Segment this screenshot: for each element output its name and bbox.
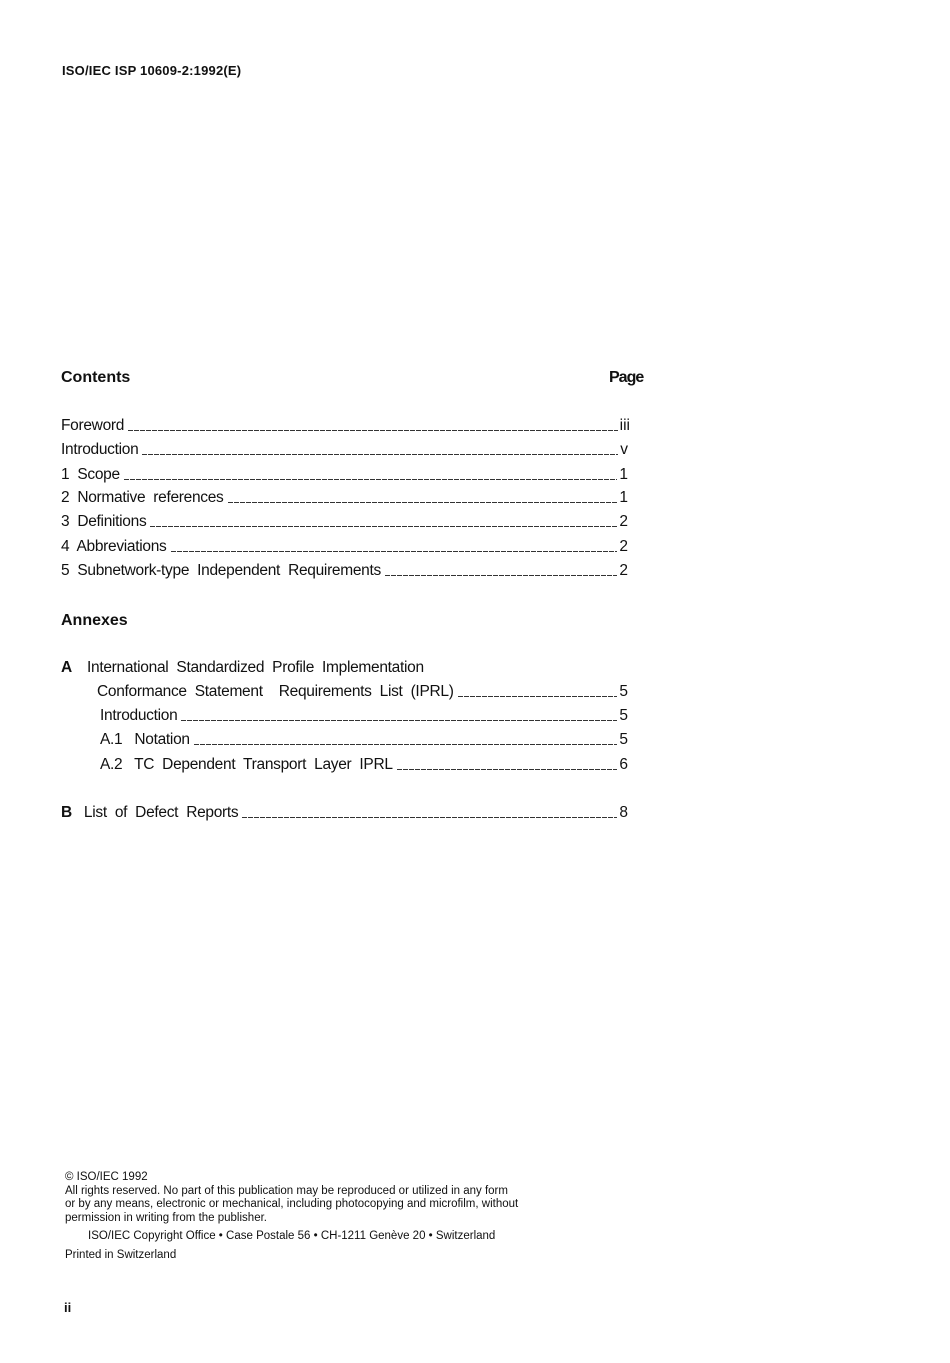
toc-label: 4 Abbreviations [61,538,167,555]
toc-entry-subnetwork-requirements[interactable] [61,562,628,582]
toc-entry-definitions[interactable] [61,513,628,533]
toc-page: 5 [619,731,628,748]
toc-label: Foreword [61,417,125,434]
toc-label: Introduction [100,707,178,724]
toc-label: 5 Subnetwork-type Independent Requirements [61,562,381,579]
toc-page: 1 [619,489,628,506]
toc-page: 1 [619,466,628,483]
rights-line: All rights reserved. No part of this publication may be reproduced or utilized in any form [65,1184,508,1197]
leader-dashes [228,502,618,503]
toc-entry-annex-a1-notation[interactable] [100,731,628,751]
toc-label: A.1 Notation [100,731,190,748]
toc-page: 6 [619,756,628,773]
rights-line: permission in writing from the publisher. [65,1211,267,1224]
annex-b-letter: B [61,804,72,821]
toc-entry-annex-a2-iprl[interactable] [100,756,628,776]
toc-entry-annex-a-iprl[interactable] [97,683,628,703]
toc-label: 1 Scope [61,466,120,483]
leader-dashes [242,817,617,818]
annex-a-letter: A [61,659,72,676]
copyright-notice [65,1171,625,1262]
toc-page: 5 [619,707,628,724]
leader-dashes [150,526,617,527]
copyright-line: © ISO/IEC 1992 [65,1171,148,1183]
page-column-label: Page [609,369,644,386]
contents-title: Contents [61,369,131,386]
annexes-title: Annexes [61,612,128,629]
toc-entry-annex-a-introduction[interactable] [100,707,628,727]
leader-dashes [142,454,618,455]
toc-page: 2 [619,538,628,555]
toc-entry-scope[interactable] [61,466,628,486]
leader-dashes [128,430,618,431]
toc-label: 2 Normative references [61,489,224,506]
toc-entry-foreword[interactable] [61,417,630,437]
toc-page: 2 [619,513,628,530]
toc-page: iii [619,417,630,434]
toc-label: A.2 TC Dependent Transport Layer IPRL [100,756,393,773]
toc-entry-introduction[interactable] [61,441,628,461]
copyright-office: ISO/IEC Copyright Office • Case Postale 56 • CH-1211 Genève 20 • Switzerland [88,1230,496,1242]
leader-dashes [194,744,618,745]
toc-entry-normative-references[interactable] [61,489,628,509]
leader-dashes [458,696,618,697]
toc-page: 2 [619,562,628,579]
leader-dashes [181,720,617,721]
printed-in: Printed in Switzerland [65,1248,177,1261]
toc-entry-annex-b[interactable] [61,804,628,824]
toc-label: List of Defect Reports [83,804,239,821]
toc-label: Conformance Statement Requirements List (IPRL) [97,683,454,700]
toc-page: 5 [619,683,628,700]
leader-dashes [124,479,618,480]
leader-dashes [385,575,617,576]
document-header: ISO/IEC ISP 10609-2:1992(E) [62,63,242,78]
toc-label: Introduction [61,441,139,458]
rights-line: or by any means, electronic or mechanical, including photocopying and microfilm, without [65,1198,519,1210]
toc-page: v [620,441,628,458]
page-number: ii [64,1300,72,1315]
toc-label: 3 Definitions [61,513,147,530]
annex-a-title: International Standardized Profile Implementation [87,659,424,676]
toc-entry-abbreviations[interactable] [61,538,628,558]
leader-dashes [171,551,618,552]
leader-dashes [397,769,618,770]
toc-page: 8 [619,804,628,821]
